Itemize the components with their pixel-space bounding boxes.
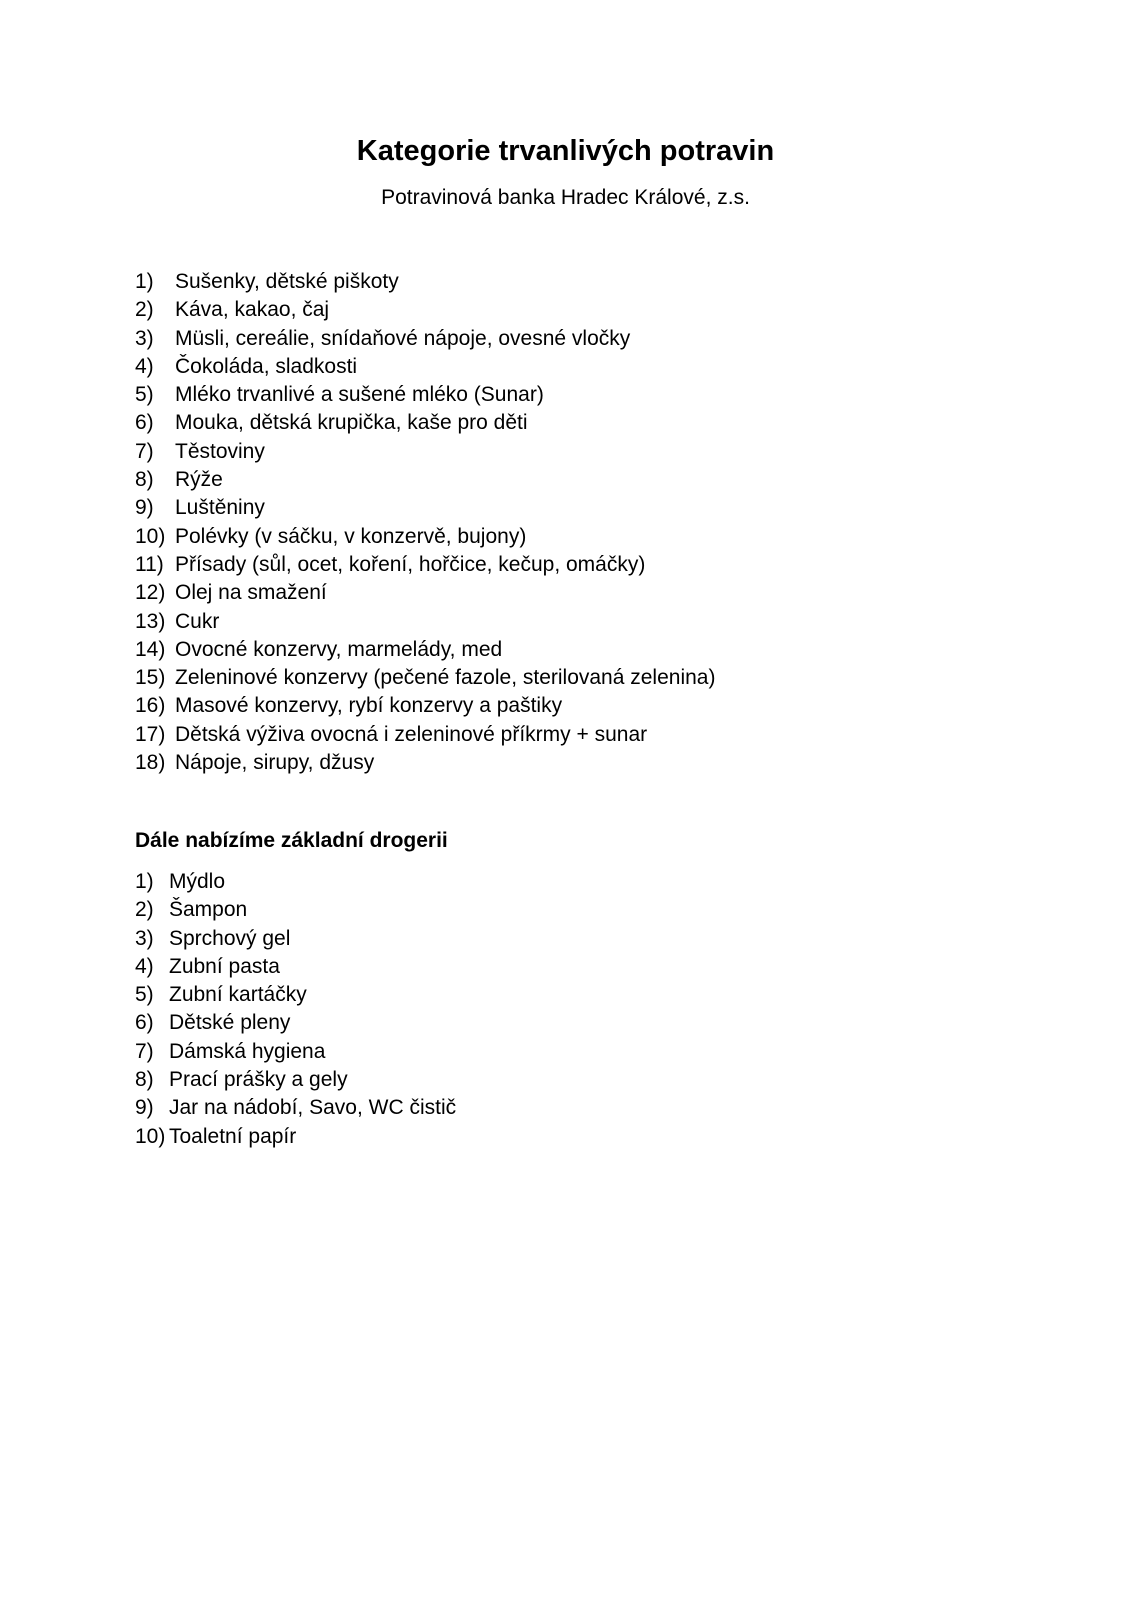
list-item-number: 4) bbox=[135, 954, 154, 978]
food-list-item bbox=[135, 749, 715, 777]
list-item-text: Rýže bbox=[175, 468, 223, 492]
food-category-list bbox=[135, 268, 715, 777]
food-list-item bbox=[135, 692, 715, 720]
list-item-number: 1) bbox=[135, 870, 154, 893]
list-item-text: Sprchový gel bbox=[169, 926, 291, 950]
list-item-number: 18) bbox=[135, 751, 166, 775]
food-list-item bbox=[135, 353, 715, 381]
list-item-text: Dámská hygiena bbox=[169, 1039, 326, 1063]
list-item-number: 10) bbox=[135, 524, 166, 548]
list-item-text: Dětská výživa ovocná i zeleninové příkrmy + sunar bbox=[175, 722, 648, 746]
list-item-number: 1) bbox=[135, 270, 154, 293]
list-item-text: Olej na smažení bbox=[175, 581, 327, 605]
food-list-item bbox=[135, 608, 715, 636]
list-item-number: 12) bbox=[135, 581, 166, 605]
food-list-item bbox=[135, 494, 715, 522]
list-item-number: 16) bbox=[135, 694, 166, 718]
list-item-text: Mléko trvanlivé a sušené mléko (Sunar) bbox=[175, 383, 544, 407]
list-item-number: 9) bbox=[135, 496, 154, 520]
food-list-item bbox=[135, 381, 715, 409]
list-item-number: 6) bbox=[135, 1011, 154, 1035]
list-item-number: 4) bbox=[135, 354, 154, 378]
list-item-text: Zubní kartáčky bbox=[169, 983, 307, 1007]
document-title: Kategorie trvanlivých potravin bbox=[356, 135, 775, 167]
drugstore-list-item bbox=[135, 1009, 456, 1037]
drugstore-list-item bbox=[135, 1123, 456, 1151]
drugstore-list-item bbox=[135, 1094, 456, 1122]
food-list-item bbox=[135, 438, 715, 466]
document-subtitle: Potravinová banka Hradec Králové, z.s. bbox=[381, 186, 750, 209]
drugstore-list-item bbox=[135, 925, 456, 953]
list-item-text: Přísady (sůl, ocet, koření, hořčice, kečup, omáčky) bbox=[175, 552, 646, 576]
list-item-number: 3) bbox=[135, 326, 154, 350]
food-list-item bbox=[135, 268, 715, 296]
list-item-text: Masové konzervy, rybí konzervy a paštiky bbox=[175, 694, 563, 718]
food-list-item bbox=[135, 409, 715, 437]
drugstore-list bbox=[135, 868, 456, 1151]
food-list-item bbox=[135, 721, 715, 749]
list-item-number: 3) bbox=[135, 926, 154, 950]
list-item-text: Luštěniny bbox=[175, 496, 265, 520]
list-item-text: Dětské pleny bbox=[169, 1011, 291, 1035]
list-item-number: 17) bbox=[135, 722, 166, 746]
list-item-text: Nápoje, sirupy, džusy bbox=[175, 751, 375, 775]
list-item-number: 6) bbox=[135, 411, 154, 435]
list-item-text: Zeleninové konzervy (pečené fazole, sterilovaná zelenina) bbox=[175, 666, 716, 690]
food-list-item bbox=[135, 325, 715, 353]
list-item-number: 2) bbox=[135, 898, 154, 922]
drugstore-list-item bbox=[135, 868, 456, 896]
list-item-text: Mýdlo bbox=[169, 870, 226, 893]
food-list-item bbox=[135, 579, 715, 607]
list-item-text: Šampon bbox=[169, 898, 248, 922]
list-item-number: 5) bbox=[135, 983, 154, 1007]
food-list-item bbox=[135, 523, 715, 551]
list-item-text: Mouka, dětská krupička, kaše pro děti bbox=[175, 411, 528, 435]
drugstore-list-item bbox=[135, 953, 456, 981]
list-item-text: Ovocné konzervy, marmelády, med bbox=[175, 637, 503, 661]
list-item-number: 10) bbox=[135, 1124, 166, 1148]
list-item-number: 8) bbox=[135, 1068, 154, 1092]
list-item-number: 5) bbox=[135, 383, 154, 407]
drugstore-list-item bbox=[135, 981, 456, 1009]
list-item-text: Polévky (v sáčku, v konzervě, bujony) bbox=[175, 524, 527, 548]
list-item-number: 8) bbox=[135, 468, 154, 492]
food-list-item bbox=[135, 551, 715, 579]
list-item-number: 14) bbox=[135, 637, 166, 661]
list-item-number: 13) bbox=[135, 609, 166, 633]
food-list-item bbox=[135, 296, 715, 324]
list-item-text: Toaletní papír bbox=[169, 1124, 297, 1148]
list-item-text: Káva, kakao, čaj bbox=[175, 298, 330, 322]
food-list-item bbox=[135, 636, 715, 664]
list-item-number: 2) bbox=[135, 298, 154, 322]
section-heading: Dále nabízíme základní drogerii bbox=[135, 829, 448, 852]
list-item-number: 7) bbox=[135, 439, 154, 463]
list-item-text: Těstoviny bbox=[175, 439, 265, 463]
list-item-number: 9) bbox=[135, 1096, 154, 1120]
list-item-text: Müsli, cereálie, snídaňové nápoje, ovesné vločky bbox=[175, 326, 631, 350]
list-item-text: Jar na nádobí, Savo, WC čistič bbox=[169, 1096, 457, 1120]
food-list-item bbox=[135, 466, 715, 494]
list-item-text: Čokoláda, sladkosti bbox=[175, 354, 358, 378]
drugstore-list-item bbox=[135, 1066, 456, 1094]
list-item-number: 15) bbox=[135, 666, 166, 690]
food-list-item bbox=[135, 664, 715, 692]
list-item-text: Sušenky, dětské piškoty bbox=[175, 270, 399, 293]
list-item-text: Zubní pasta bbox=[169, 954, 280, 978]
drugstore-list-item bbox=[135, 896, 456, 924]
list-item-number: 11) bbox=[135, 552, 164, 576]
list-item-number: 7) bbox=[135, 1039, 154, 1063]
list-item-text: Cukr bbox=[175, 609, 220, 633]
list-item-text: Prací prášky a gely bbox=[169, 1068, 348, 1092]
drugstore-list-item bbox=[135, 1038, 456, 1066]
